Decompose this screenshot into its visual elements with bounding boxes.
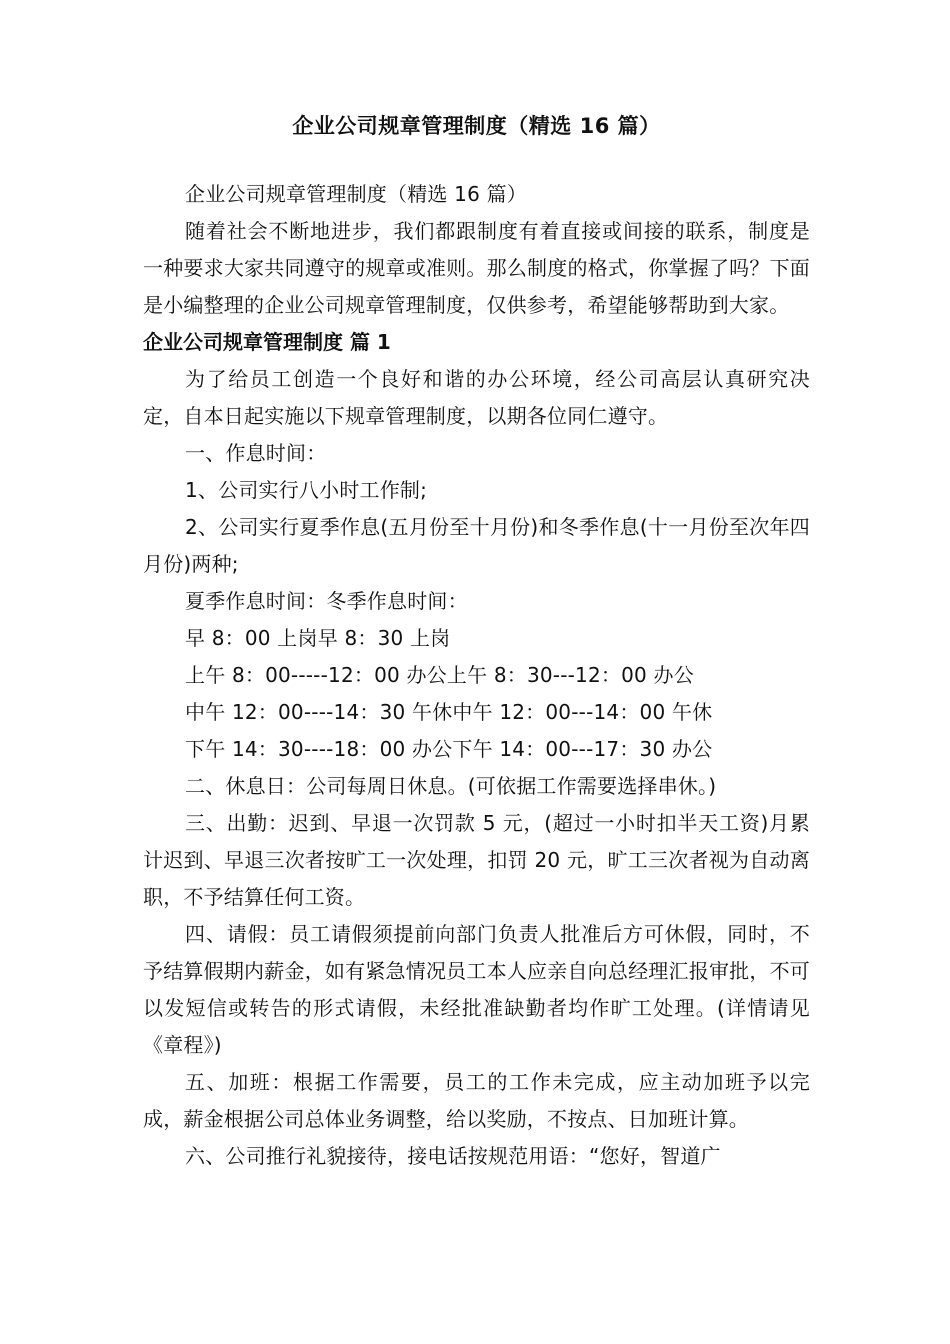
body-paragraph: 夏季作息时间：冬季作息时间： <box>185 589 468 613</box>
body-paragraph: 为了给员工创造一个良好和谐的办公环境，经公司高层认真研究决定，自本日起实施以下规章管理制度，以期各位同仁遵守。 <box>143 367 810 428</box>
body-paragraph: 三、出勤：迟到、早退一次罚款 5 元，(超过一小时扣半天工资)月累计迟到、早退三次者按旷工一次处理，扣罚 20 元，旷工三次者视为自动离职，不予结算任何工资。 <box>143 811 810 909</box>
body-paragraph: 二、休息日：公司每周日休息。(可依据工作需要选择串休。) <box>185 774 717 798</box>
body-paragraph: 2、公司实行夏季作息(五月份至十月份)和冬季作息(十一月份至次年四月份)两种; <box>143 515 810 576</box>
section-heading: 企业公司规章管理制度 篇 1 <box>143 330 391 354</box>
body-paragraph: 五、加班：根据工作需要，员工的工作未完成，应主动加班予以完成，薪金根据公司总体业务调整，给以奖励，不按点、日加班计算。 <box>143 1070 810 1131</box>
intro-paragraph: 随着社会不断地进步，我们都跟制度有着直接或间接的联系，制度是一种要求大家共同遵守的规章或准则。那么制度的格式，你掌握了吗？下面是小编整理的企业公司规章管理制度，仅供参考，希望能够帮助到大家。 <box>143 219 810 317</box>
body-paragraph: 中午 12：00----14：30 午休中午 12：00---14：00 午休 <box>185 700 713 724</box>
body-paragraph: 四、请假：员工请假须提前向部门负责人批准后方可休假，同时，不予结算假期内薪金，如有紧急情况员工本人应亲自向总经理汇报审批，不可以发短信或转告的形式请假，未经批准缺勤者均作旷工处理。(详情请见《章程》) <box>143 922 810 1057</box>
body-paragraph: 早 8：00 上岗早 8：30 上岗 <box>185 626 451 650</box>
body-paragraph: 1、公司实行八小时工作制; <box>185 478 428 502</box>
body-paragraph: 六、公司推行礼貌接待，接电话按规范用语：“您好，智道广 <box>185 1144 721 1168</box>
body-paragraph: 下午 14：30----18：00 办公下午 14：00---17：30 办公 <box>185 737 713 761</box>
body-paragraph: 一、作息时间： <box>185 441 327 465</box>
document-subtitle: 企业公司规章管理制度（精选 16 篇） <box>185 182 527 206</box>
body-paragraph: 上午 8：00-----12：00 办公上午 8：30---12：00 办公 <box>185 663 694 687</box>
document-title: 企业公司规章管理制度（精选 16 篇） <box>292 114 661 138</box>
